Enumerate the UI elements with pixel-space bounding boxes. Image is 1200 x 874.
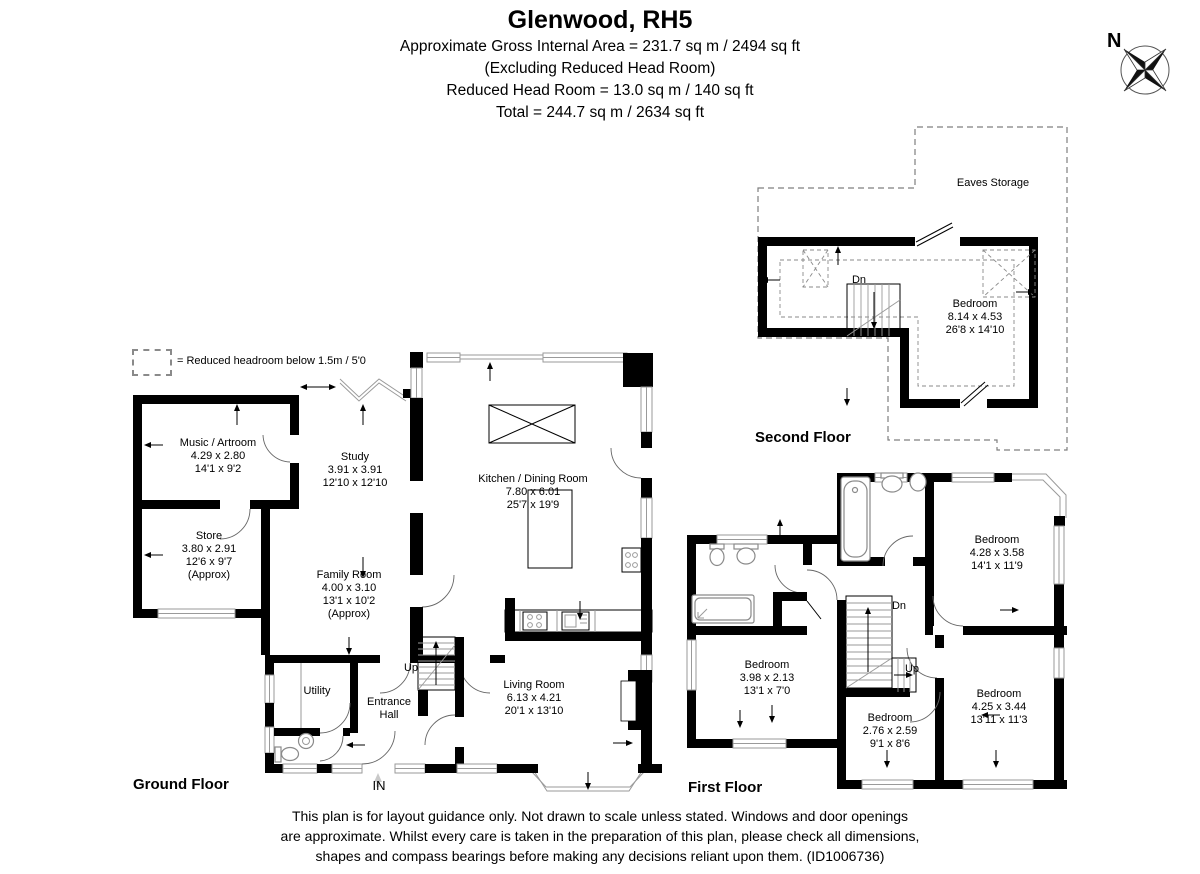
compass-icon: [1098, 28, 1188, 108]
room-label-bedroom-5: Bedroom 8.14 x 4.53 26'8 x 14'10: [945, 298, 1005, 336]
excluding-line: (Excluding Reduced Head Room): [484, 60, 716, 77]
first-floor-title: First Floor: [688, 779, 763, 796]
gross-area-line: Approximate Gross Internal Area = 231.7 sq m / 2494 sq ft: [399, 38, 801, 55]
disclaimer-line-2: are approximate. Whilst every care is taken in the preparation of this plan, please check all dimensions,: [280, 828, 920, 844]
room-label-study: Study 3.91 x 3.91 12'10 x 12'10: [322, 451, 388, 489]
disclaimer-line-3: shapes and compass bearings before making any decisions reliant upon them. (ID1006736): [315, 848, 885, 864]
page-title: Glenwood, RH5: [507, 6, 693, 34]
second-floor-plan: [750, 120, 1085, 455]
reduced-headroom-legend-text: = Reduced headroom below 1.5m / 5'0: [177, 355, 366, 367]
stairs-down-label-second: Dn: [851, 274, 867, 286]
room-label-entrance-hall: Entrance Hall: [366, 696, 412, 721]
room-label-kitchen-dining: Kitchen / Dining Room 7.80 x 6.01 25'7 x 19'9: [478, 473, 588, 511]
total-area-line: Total = 244.7 sq m / 2634 sq ft: [495, 104, 705, 121]
room-label-bedroom-2: Bedroom 3.98 x 2.13 13'1 x 7'0: [739, 659, 795, 697]
stairs-up-label-first: Up: [904, 663, 920, 675]
ground-floor-title: Ground Floor: [133, 776, 229, 793]
entry-in-label: IN: [372, 778, 386, 793]
room-label-store: Store 3.80 x 2.91 12'6 x 9'7 (Approx): [181, 530, 237, 581]
room-label-bedroom-1: Bedroom 4.28 x 3.58 14'1 x 11'9: [969, 534, 1025, 572]
disclaimer-line-1: This plan is for layout guidance only. Not drawn to scale unless stated. Windows and door openings: [291, 808, 909, 824]
reduced-headroom-line: Reduced Head Room = 13.0 sq m / 140 sq ft: [446, 82, 754, 99]
compass-north-label: N: [1107, 30, 1122, 52]
room-label-living-room: Living Room 6.13 x 4.21 20'1 x 13'10: [503, 679, 565, 717]
room-label-bedroom-4: Bedroom 4.25 x 3.44 13'11 x 11'3: [970, 688, 1028, 726]
second-floor-title: Second Floor: [755, 429, 851, 446]
room-label-utility: Utility: [303, 685, 331, 697]
room-label-family-room: Family Room 4.00 x 3.10 13'1 x 10'2 (Approx): [316, 569, 382, 620]
eaves-storage-label: Eaves Storage: [956, 177, 1030, 189]
stairs-up-label-ground: Up: [403, 662, 419, 674]
stairs-down-label-first: Dn: [891, 600, 907, 612]
room-label-music-artroom: Music / Artroom 4.29 x 2.80 14'1 x 9'2: [179, 437, 257, 475]
room-label-bedroom-3: Bedroom 2.76 x 2.59 9'1 x 8'6: [862, 712, 918, 750]
